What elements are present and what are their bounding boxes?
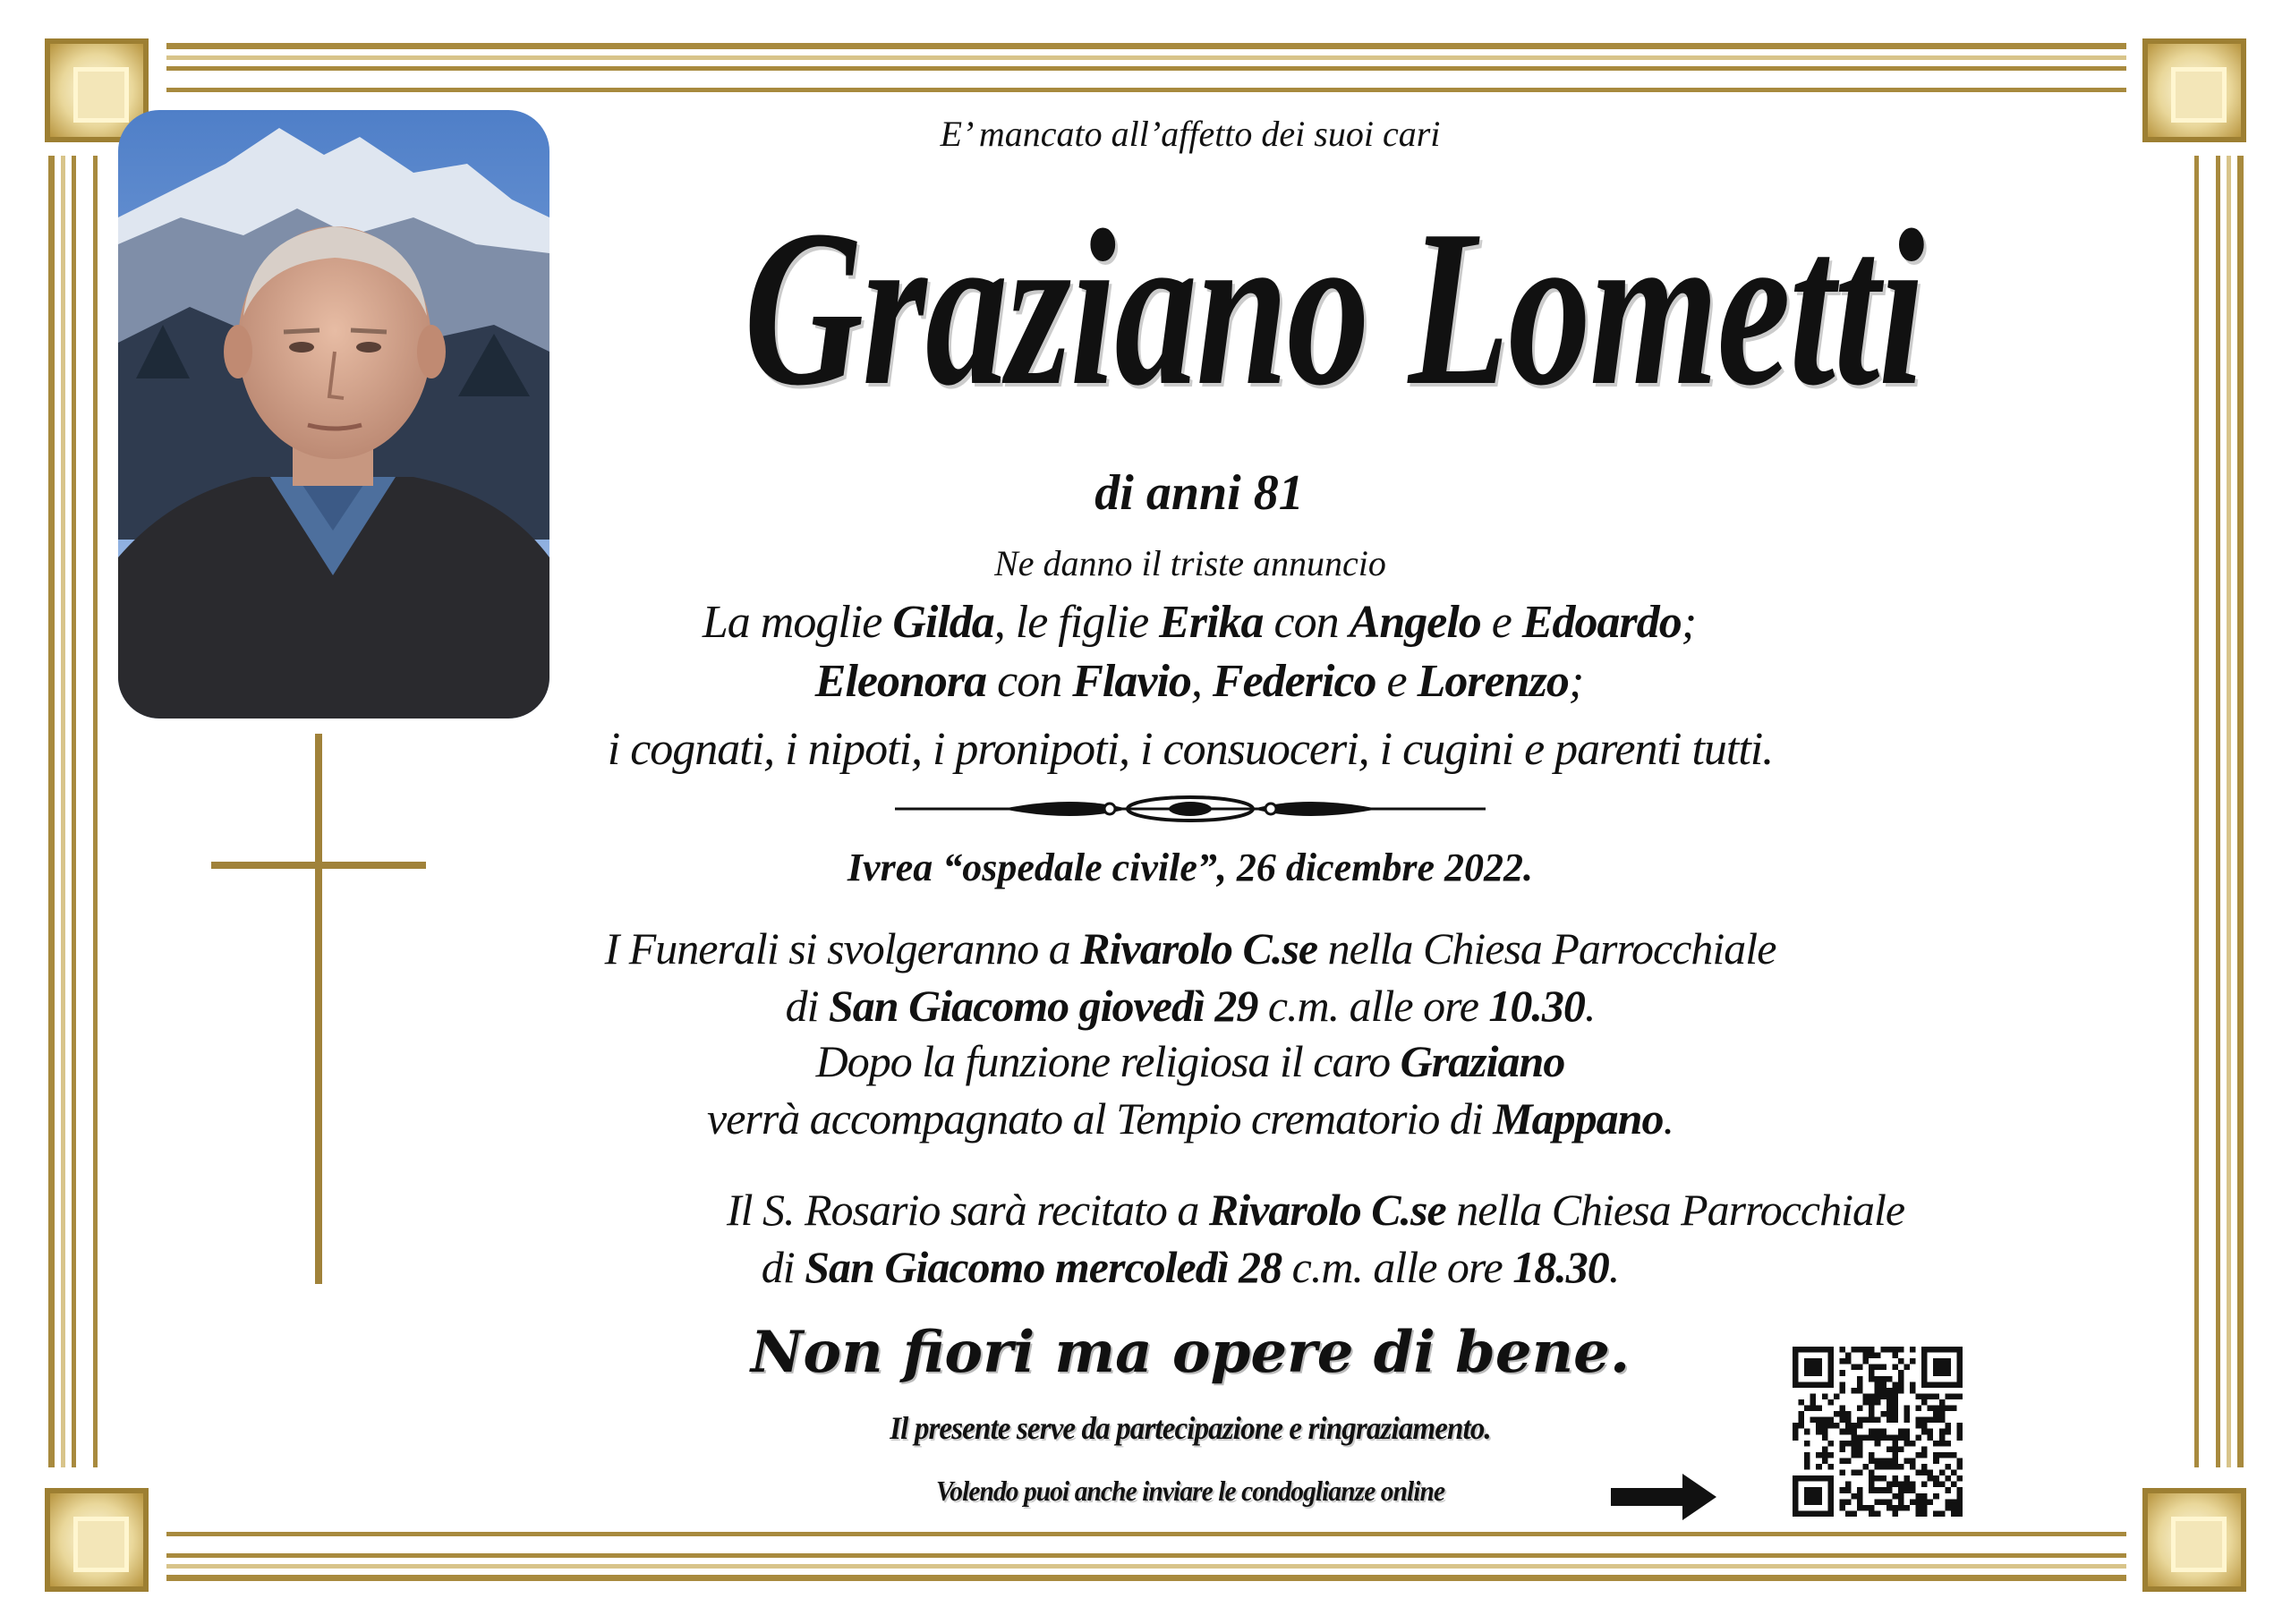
place-date: Ivrea “ospedale civile”, 26 dicembre 2022. — [847, 846, 1534, 889]
announcement-lead: Ne danno il triste annuncio — [994, 543, 1386, 583]
funeral-line-4: verrà accompagnato al Tempio crematorio di Mappano. — [707, 1093, 1674, 1144]
frame-corner-bottom-right — [2142, 1488, 2246, 1592]
frame-corner-top-right — [2142, 38, 2246, 142]
rosary-line-1: Il S. Rosario sarà recitato a Rivarolo C.se nella Chiesa Parrocchiale — [726, 1185, 1905, 1235]
funeral-line-3: Dopo la funzione religiosa il caro Graziano — [815, 1036, 1565, 1086]
no-flowers-text: Non fiori ma opere di bene. — [750, 1319, 1631, 1386]
intro-text: E’ mancato all’affetto dei suoi cari — [940, 114, 1441, 154]
family-line-1: La moglie Gilda, le figlie Erika con Angelo e Edoardo; — [702, 597, 1697, 648]
family-line-3: i cognati, i nipoti, i pronipoti, i consuoceri, i cugini e parenti tutti. — [607, 724, 1774, 775]
qr-code[interactable] — [1793, 1347, 1963, 1517]
family-line-2: Eleonora con Flavio, Federico e Lorenzo; — [814, 656, 1584, 707]
online-text: Volendo puoi anche inviare le condoglianze online — [935, 1475, 1445, 1507]
age-text: di anni 81 — [1094, 465, 1304, 521]
deceased-name: Graziano Lometti — [744, 184, 1924, 432]
rosary-line-2: di San Giacomo mercoledì 28 c.m. alle ore 18.30. — [761, 1242, 1620, 1292]
funeral-line-2: di San Giacomo giovedì 29 c.m. alle ore 10.30. — [785, 981, 1596, 1031]
funeral-line-1: I Funerali si svolgeranno a Rivarolo C.se nella Chiesa Parrocchiale — [604, 923, 1776, 974]
thanks-text: Il presente serve da partecipazione e ringraziamento. — [890, 1410, 1491, 1446]
arrow-right-icon — [1611, 1472, 1718, 1522]
ornament-divider — [895, 793, 1486, 825]
frame-corner-bottom-left — [45, 1488, 149, 1592]
